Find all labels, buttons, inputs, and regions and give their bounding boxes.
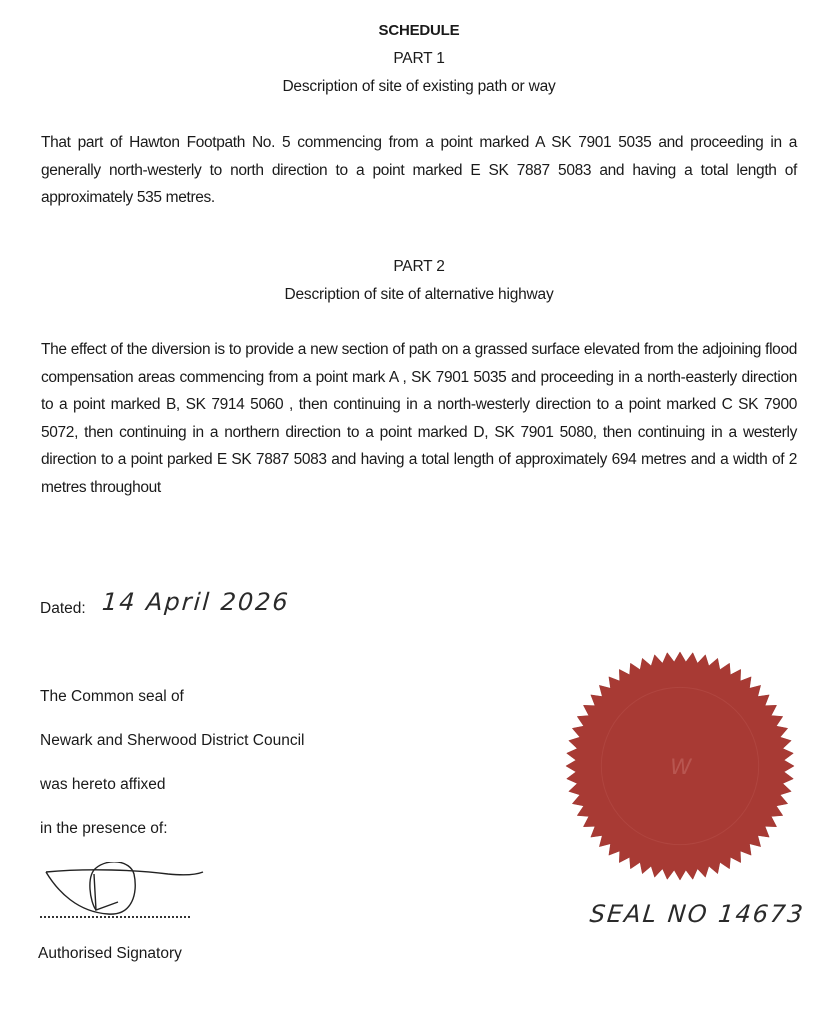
schedule-heading: SCHEDULE bbox=[378, 22, 460, 39]
dated-label: Dated: bbox=[40, 600, 86, 617]
part2-subtitle: Description of site of alternative highway bbox=[284, 286, 554, 303]
wax-seal-icon bbox=[562, 648, 798, 884]
seal-clause-line: The Common seal of bbox=[40, 688, 184, 705]
seal-number-handwritten: SEAL NO 14673 bbox=[588, 900, 807, 928]
part1-description: That part of Hawton Footpath No. 5 commencing from a point marked A SK 7901 5035 and proceeding in a generally north-westerly to north direction to a point marked E SK 7887 5083 and having a total length of approximately 535 metres. bbox=[41, 134, 797, 206]
part1-title: PART 1 bbox=[393, 50, 445, 67]
part2-description: The effect of the diversion is to provide a new section of path on a grassed surface elevated from the adjoining flood compensation areas commencing from a point mark A , SK 7901 5035 and proceeding in a north-easterly direction to a point marked B, SK 7914 5060 , then continuing in a north-westerly direction to a point marked C SK 7900 5072, then continuing in a northern direction to a point marked D, SK 7901 5080, then continuing in a westerly direction to a point parked E SK 7887 5083 and having a total length of approximately 694 metres and a width of 2 metres throughout bbox=[41, 341, 797, 496]
seal-clause-line: was hereto affixed bbox=[40, 776, 166, 793]
seal-clause-line: in the presence of: bbox=[40, 820, 168, 837]
part1-subtitle: Description of site of existing path or way bbox=[282, 78, 556, 95]
seal-clause-line: Newark and Sherwood District Council bbox=[40, 732, 305, 749]
signature-icon bbox=[38, 862, 208, 922]
signatory-label: Authorised Signatory bbox=[38, 945, 182, 962]
signature-line bbox=[40, 916, 190, 918]
part2-title: PART 2 bbox=[393, 258, 445, 275]
dated-handwritten-value: 14 April 2026 bbox=[101, 588, 291, 616]
svg-text:W: W bbox=[670, 754, 692, 780]
